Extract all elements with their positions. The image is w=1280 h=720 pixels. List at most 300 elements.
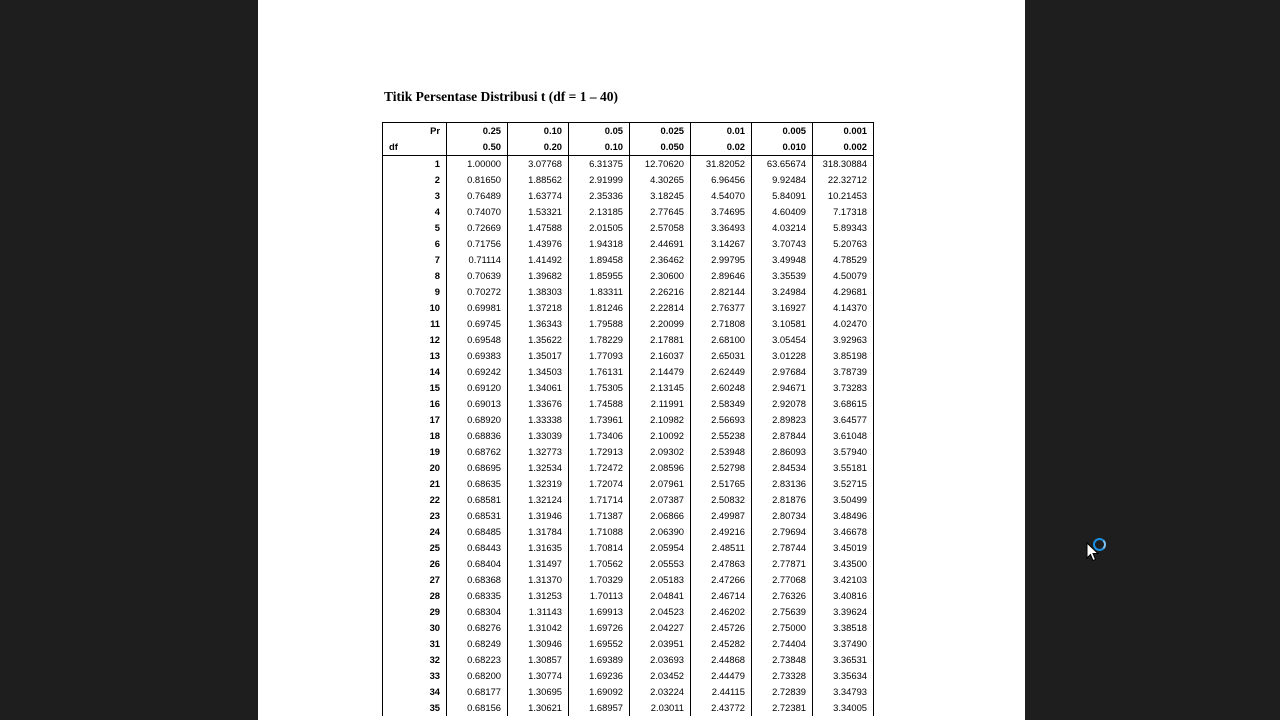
value-cell: 1.76131 xyxy=(569,364,630,380)
value-cell: 318.30884 xyxy=(813,156,874,173)
document-page xyxy=(258,0,1025,720)
value-cell: 0.010 xyxy=(752,139,813,156)
value-cell: 1.83311 xyxy=(569,284,630,300)
df-cell: 11 xyxy=(383,316,447,332)
value-cell: 1.31784 xyxy=(508,524,569,540)
value-cell: 0.50 xyxy=(447,139,508,156)
value-cell: 2.05183 xyxy=(630,572,691,588)
value-cell: 1.32319 xyxy=(508,476,569,492)
value-cell: 6.96456 xyxy=(691,172,752,188)
value-cell: 0.70639 xyxy=(447,268,508,284)
value-cell: 2.51765 xyxy=(691,476,752,492)
value-cell: 3.10581 xyxy=(752,316,813,332)
df-cell: 9 xyxy=(383,284,447,300)
table-row xyxy=(383,460,874,476)
value-cell: 1.35622 xyxy=(508,332,569,348)
value-cell: 2.77645 xyxy=(630,204,691,220)
value-cell: 0.050 xyxy=(630,139,691,156)
table-row xyxy=(383,252,874,268)
value-cell: 1.70113 xyxy=(569,588,630,604)
value-cell: 1.30774 xyxy=(508,668,569,684)
table-row xyxy=(383,588,874,604)
value-cell: 0.68177 xyxy=(447,684,508,700)
value-cell: 2.83136 xyxy=(752,476,813,492)
value-cell: 3.57940 xyxy=(813,444,874,460)
value-cell: 4.29681 xyxy=(813,284,874,300)
value-cell: 1.69092 xyxy=(569,684,630,700)
value-cell: 10.21453 xyxy=(813,188,874,204)
table-row xyxy=(383,620,874,636)
value-cell: 3.40816 xyxy=(813,588,874,604)
value-cell: 0.68635 xyxy=(447,476,508,492)
value-cell: 3.78739 xyxy=(813,364,874,380)
value-cell: 0.68276 xyxy=(447,620,508,636)
value-cell: 2.45726 xyxy=(691,620,752,636)
value-cell: 1.77093 xyxy=(569,348,630,364)
value-cell: 3.49948 xyxy=(752,252,813,268)
value-cell: 0.68762 xyxy=(447,444,508,460)
value-cell: 3.07768 xyxy=(508,156,569,173)
value-cell: 2.09302 xyxy=(630,444,691,460)
t-distribution-table xyxy=(382,122,874,716)
value-cell: 2.55238 xyxy=(691,428,752,444)
value-cell: 1.36343 xyxy=(508,316,569,332)
value-cell: 2.76377 xyxy=(691,300,752,316)
df-cell: 31 xyxy=(383,636,447,652)
df-cell: 18 xyxy=(383,428,447,444)
value-cell: 3.35539 xyxy=(752,268,813,284)
value-cell: 2.36462 xyxy=(630,252,691,268)
value-cell: 2.05553 xyxy=(630,556,691,572)
df-cell: 5 xyxy=(383,220,447,236)
value-cell: 1.33338 xyxy=(508,412,569,428)
df-cell: 26 xyxy=(383,556,447,572)
value-cell: 1.32773 xyxy=(508,444,569,460)
table-row xyxy=(383,380,874,396)
df-cell: 7 xyxy=(383,252,447,268)
value-cell: 2.44479 xyxy=(691,668,752,684)
value-cell: 2.14479 xyxy=(630,364,691,380)
df-cell: 28 xyxy=(383,588,447,604)
value-cell: 0.68695 xyxy=(447,460,508,476)
value-cell: 1.69389 xyxy=(569,652,630,668)
value-cell: 0.68836 xyxy=(447,428,508,444)
value-cell: 2.04227 xyxy=(630,620,691,636)
value-cell: 3.34793 xyxy=(813,684,874,700)
value-cell: 2.74404 xyxy=(752,636,813,652)
value-cell: 3.43500 xyxy=(813,556,874,572)
df-cell: 2 xyxy=(383,172,447,188)
value-cell: 2.65031 xyxy=(691,348,752,364)
df-cell: 16 xyxy=(383,396,447,412)
value-cell: 2.73848 xyxy=(752,652,813,668)
value-cell: 2.45282 xyxy=(691,636,752,652)
value-cell: 3.70743 xyxy=(752,236,813,252)
df-cell: 6 xyxy=(383,236,447,252)
value-cell: 1.72472 xyxy=(569,460,630,476)
value-cell: 4.50079 xyxy=(813,268,874,284)
value-cell: 2.16037 xyxy=(630,348,691,364)
value-cell: 0.20 xyxy=(508,139,569,156)
df-cell: 24 xyxy=(383,524,447,540)
table-row xyxy=(383,172,874,188)
table-row xyxy=(383,668,874,684)
value-cell: 0.69548 xyxy=(447,332,508,348)
value-cell: 2.56693 xyxy=(691,412,752,428)
value-cell: 0.05 xyxy=(569,123,630,140)
value-cell: 2.03224 xyxy=(630,684,691,700)
df-cell: 1 xyxy=(383,156,447,173)
value-cell: 2.05954 xyxy=(630,540,691,556)
value-cell: 3.85198 xyxy=(813,348,874,364)
value-cell: 2.44691 xyxy=(630,236,691,252)
value-cell: 3.38518 xyxy=(813,620,874,636)
value-cell: 0.68368 xyxy=(447,572,508,588)
value-cell: 2.99795 xyxy=(691,252,752,268)
value-cell: 2.35336 xyxy=(569,188,630,204)
value-cell: 0.10 xyxy=(508,123,569,140)
value-cell: 0.02 xyxy=(691,139,752,156)
value-cell: 0.25 xyxy=(447,123,508,140)
value-cell: 3.52715 xyxy=(813,476,874,492)
value-cell: 4.02470 xyxy=(813,316,874,332)
value-cell: 1.31635 xyxy=(508,540,569,556)
value-cell: 0.68335 xyxy=(447,588,508,604)
value-cell: 4.03214 xyxy=(752,220,813,236)
value-cell: 3.37490 xyxy=(813,636,874,652)
df-cell: 19 xyxy=(383,444,447,460)
value-cell: 2.49216 xyxy=(691,524,752,540)
value-cell: 0.68581 xyxy=(447,492,508,508)
table-row xyxy=(383,412,874,428)
value-cell: 1.38303 xyxy=(508,284,569,300)
value-cell: 3.73283 xyxy=(813,380,874,396)
value-cell: 2.87844 xyxy=(752,428,813,444)
df-cell: 25 xyxy=(383,540,447,556)
value-cell: 3.24984 xyxy=(752,284,813,300)
value-cell: 3.35634 xyxy=(813,668,874,684)
df-cell: 10 xyxy=(383,300,447,316)
value-cell: 2.58349 xyxy=(691,396,752,412)
value-cell: 0.002 xyxy=(813,139,874,156)
value-cell: 2.60248 xyxy=(691,380,752,396)
value-cell: 1.33676 xyxy=(508,396,569,412)
value-cell: 2.03452 xyxy=(630,668,691,684)
df-cell: 4 xyxy=(383,204,447,220)
value-cell: 1.71387 xyxy=(569,508,630,524)
df-cell: 23 xyxy=(383,508,447,524)
df-cell: df xyxy=(383,139,447,156)
value-cell: 3.46678 xyxy=(813,524,874,540)
value-cell: 0.68920 xyxy=(447,412,508,428)
table-row xyxy=(383,220,874,236)
value-cell: 1.31946 xyxy=(508,508,569,524)
value-cell: 2.79694 xyxy=(752,524,813,540)
table-row xyxy=(383,508,874,524)
value-cell: 3.39624 xyxy=(813,604,874,620)
value-cell: 3.45019 xyxy=(813,540,874,556)
value-cell: 0.69013 xyxy=(447,396,508,412)
value-cell: 2.77871 xyxy=(752,556,813,572)
value-cell: 2.92078 xyxy=(752,396,813,412)
table-row xyxy=(383,684,874,700)
value-cell: 0.68156 xyxy=(447,700,508,716)
value-cell: 2.46714 xyxy=(691,588,752,604)
df-cell: 15 xyxy=(383,380,447,396)
df-cell: 33 xyxy=(383,668,447,684)
value-cell: 2.08596 xyxy=(630,460,691,476)
table-row xyxy=(383,300,874,316)
value-cell: 2.53948 xyxy=(691,444,752,460)
value-cell: 1.88562 xyxy=(508,172,569,188)
value-cell: 0.68249 xyxy=(447,636,508,652)
value-cell: 1.47588 xyxy=(508,220,569,236)
value-cell: 5.89343 xyxy=(813,220,874,236)
value-cell: 3.14267 xyxy=(691,236,752,252)
value-cell: 2.89823 xyxy=(752,412,813,428)
value-cell: 2.94671 xyxy=(752,380,813,396)
value-cell: 2.52798 xyxy=(691,460,752,476)
value-cell: 0.68304 xyxy=(447,604,508,620)
table-row xyxy=(383,540,874,556)
value-cell: 3.16927 xyxy=(752,300,813,316)
value-cell: 1.31143 xyxy=(508,604,569,620)
value-cell: 1.78229 xyxy=(569,332,630,348)
value-cell: 1.69726 xyxy=(569,620,630,636)
value-cell: 0.68200 xyxy=(447,668,508,684)
value-cell: 3.05454 xyxy=(752,332,813,348)
value-cell: 1.30857 xyxy=(508,652,569,668)
value-cell: 1.73961 xyxy=(569,412,630,428)
value-cell: 3.55181 xyxy=(813,460,874,476)
value-cell: 1.35017 xyxy=(508,348,569,364)
value-cell: 0.70272 xyxy=(447,284,508,300)
value-cell: 1.71088 xyxy=(569,524,630,540)
value-cell: 2.49987 xyxy=(691,508,752,524)
df-cell: 17 xyxy=(383,412,447,428)
value-cell: 1.31370 xyxy=(508,572,569,588)
value-cell: 2.01505 xyxy=(569,220,630,236)
value-cell: 2.86093 xyxy=(752,444,813,460)
value-cell: 1.69236 xyxy=(569,668,630,684)
value-cell: 0.71756 xyxy=(447,236,508,252)
value-cell: 2.77068 xyxy=(752,572,813,588)
value-cell: 1.41492 xyxy=(508,252,569,268)
value-cell: 1.94318 xyxy=(569,236,630,252)
value-cell: 0.68443 xyxy=(447,540,508,556)
table-row xyxy=(383,204,874,220)
value-cell: 2.13145 xyxy=(630,380,691,396)
value-cell: 0.71114 xyxy=(447,252,508,268)
table-row xyxy=(383,428,874,444)
value-cell: 2.68100 xyxy=(691,332,752,348)
value-cell: 1.74588 xyxy=(569,396,630,412)
value-cell: 3.64577 xyxy=(813,412,874,428)
table-row xyxy=(383,364,874,380)
value-cell: 0.69745 xyxy=(447,316,508,332)
value-cell: 1.32124 xyxy=(508,492,569,508)
value-cell: 2.44115 xyxy=(691,684,752,700)
loading-spinner-icon xyxy=(1093,538,1106,551)
value-cell: 12.70620 xyxy=(630,156,691,173)
value-cell: 2.07961 xyxy=(630,476,691,492)
value-cell: 2.47266 xyxy=(691,572,752,588)
value-cell: 2.10092 xyxy=(630,428,691,444)
df-cell: 3 xyxy=(383,188,447,204)
value-cell: 1.30946 xyxy=(508,636,569,652)
table-row xyxy=(383,636,874,652)
value-cell: 3.68615 xyxy=(813,396,874,412)
value-cell: 1.37218 xyxy=(508,300,569,316)
table-row xyxy=(383,604,874,620)
value-cell: 1.39682 xyxy=(508,268,569,284)
value-cell: 6.31375 xyxy=(569,156,630,173)
value-cell: 2.20099 xyxy=(630,316,691,332)
value-cell: 3.74695 xyxy=(691,204,752,220)
table-row xyxy=(383,572,874,588)
value-cell: 2.73328 xyxy=(752,668,813,684)
value-cell: 2.03951 xyxy=(630,636,691,652)
value-cell: 0.81650 xyxy=(447,172,508,188)
table-row xyxy=(383,396,874,412)
table-row xyxy=(383,652,874,668)
value-cell: 0.69383 xyxy=(447,348,508,364)
value-cell: 2.89646 xyxy=(691,268,752,284)
df-cell: 21 xyxy=(383,476,447,492)
table-row xyxy=(383,156,874,173)
table-row xyxy=(383,700,874,716)
value-cell: 0.10 xyxy=(569,139,630,156)
value-cell: 1.30621 xyxy=(508,700,569,716)
value-cell: 2.17881 xyxy=(630,332,691,348)
value-cell: 1.31497 xyxy=(508,556,569,572)
value-cell: 2.48511 xyxy=(691,540,752,556)
df-cell: 20 xyxy=(383,460,447,476)
value-cell: 2.04523 xyxy=(630,604,691,620)
value-cell: 1.70562 xyxy=(569,556,630,572)
value-cell: 3.48496 xyxy=(813,508,874,524)
df-cell: 22 xyxy=(383,492,447,508)
value-cell: 2.03693 xyxy=(630,652,691,668)
value-cell: 63.65674 xyxy=(752,156,813,173)
value-cell: 1.71714 xyxy=(569,492,630,508)
value-cell: 2.82144 xyxy=(691,284,752,300)
df-cell: 12 xyxy=(383,332,447,348)
value-cell: 4.30265 xyxy=(630,172,691,188)
table-row xyxy=(383,188,874,204)
value-cell: 0.69242 xyxy=(447,364,508,380)
value-cell: 2.50832 xyxy=(691,492,752,508)
value-cell: 2.44868 xyxy=(691,652,752,668)
value-cell: 2.91999 xyxy=(569,172,630,188)
value-cell: 2.47863 xyxy=(691,556,752,572)
value-cell: 0.74070 xyxy=(447,204,508,220)
value-cell: 2.78744 xyxy=(752,540,813,556)
value-cell: 2.97684 xyxy=(752,364,813,380)
value-cell: 0.68223 xyxy=(447,652,508,668)
value-cell: 1.34503 xyxy=(508,364,569,380)
value-cell: 2.72839 xyxy=(752,684,813,700)
value-cell: 2.11991 xyxy=(630,396,691,412)
value-cell: 1.73406 xyxy=(569,428,630,444)
value-cell: 1.72913 xyxy=(569,444,630,460)
df-cell: 14 xyxy=(383,364,447,380)
value-cell: 2.43772 xyxy=(691,700,752,716)
value-cell: 0.68485 xyxy=(447,524,508,540)
value-cell: 4.14370 xyxy=(813,300,874,316)
value-cell: 2.80734 xyxy=(752,508,813,524)
value-cell: 1.70814 xyxy=(569,540,630,556)
table-row xyxy=(383,492,874,508)
table-row xyxy=(383,348,874,364)
df-cell: 13 xyxy=(383,348,447,364)
value-cell: 3.34005 xyxy=(813,700,874,716)
value-cell: 0.005 xyxy=(752,123,813,140)
value-cell: 2.03011 xyxy=(630,700,691,716)
value-cell: 2.04841 xyxy=(630,588,691,604)
value-cell: 31.82052 xyxy=(691,156,752,173)
value-cell: 1.34061 xyxy=(508,380,569,396)
value-cell: 1.72074 xyxy=(569,476,630,492)
value-cell: 0.025 xyxy=(630,123,691,140)
value-cell: 1.31253 xyxy=(508,588,569,604)
table-row xyxy=(383,284,874,300)
df-cell: 8 xyxy=(383,268,447,284)
value-cell: 2.57058 xyxy=(630,220,691,236)
value-cell: 2.22814 xyxy=(630,300,691,316)
value-cell: 2.75000 xyxy=(752,620,813,636)
table-row xyxy=(383,268,874,284)
value-cell: 0.68531 xyxy=(447,508,508,524)
value-cell: 1.68957 xyxy=(569,700,630,716)
value-cell: 22.32712 xyxy=(813,172,874,188)
table-row xyxy=(383,332,874,348)
value-cell: 2.30600 xyxy=(630,268,691,284)
value-cell: 1.31042 xyxy=(508,620,569,636)
value-cell: 9.92484 xyxy=(752,172,813,188)
table-row xyxy=(383,476,874,492)
df-cell: 29 xyxy=(383,604,447,620)
header-row-one-tailed xyxy=(383,123,874,140)
value-cell: 1.33039 xyxy=(508,428,569,444)
value-cell: 1.43976 xyxy=(508,236,569,252)
value-cell: 2.62449 xyxy=(691,364,752,380)
value-cell: 0.01 xyxy=(691,123,752,140)
value-cell: 3.01228 xyxy=(752,348,813,364)
value-cell: 4.54070 xyxy=(691,188,752,204)
value-cell: 1.79588 xyxy=(569,316,630,332)
value-cell: 2.71808 xyxy=(691,316,752,332)
table-row xyxy=(383,556,874,572)
value-cell: 1.89458 xyxy=(569,252,630,268)
value-cell: 3.61048 xyxy=(813,428,874,444)
df-cell: 35 xyxy=(383,700,447,716)
value-cell: 3.92963 xyxy=(813,332,874,348)
df-cell: 32 xyxy=(383,652,447,668)
value-cell: 1.75305 xyxy=(569,380,630,396)
value-cell: 4.60409 xyxy=(752,204,813,220)
value-cell: 1.85955 xyxy=(569,268,630,284)
table-row xyxy=(383,236,874,252)
header-row-two-tailed xyxy=(383,139,874,156)
value-cell: 2.06390 xyxy=(630,524,691,540)
value-cell: 5.20763 xyxy=(813,236,874,252)
df-cell: 30 xyxy=(383,620,447,636)
value-cell: 1.00000 xyxy=(447,156,508,173)
value-cell: 3.42103 xyxy=(813,572,874,588)
value-cell: 2.72381 xyxy=(752,700,813,716)
value-cell: 1.69913 xyxy=(569,604,630,620)
